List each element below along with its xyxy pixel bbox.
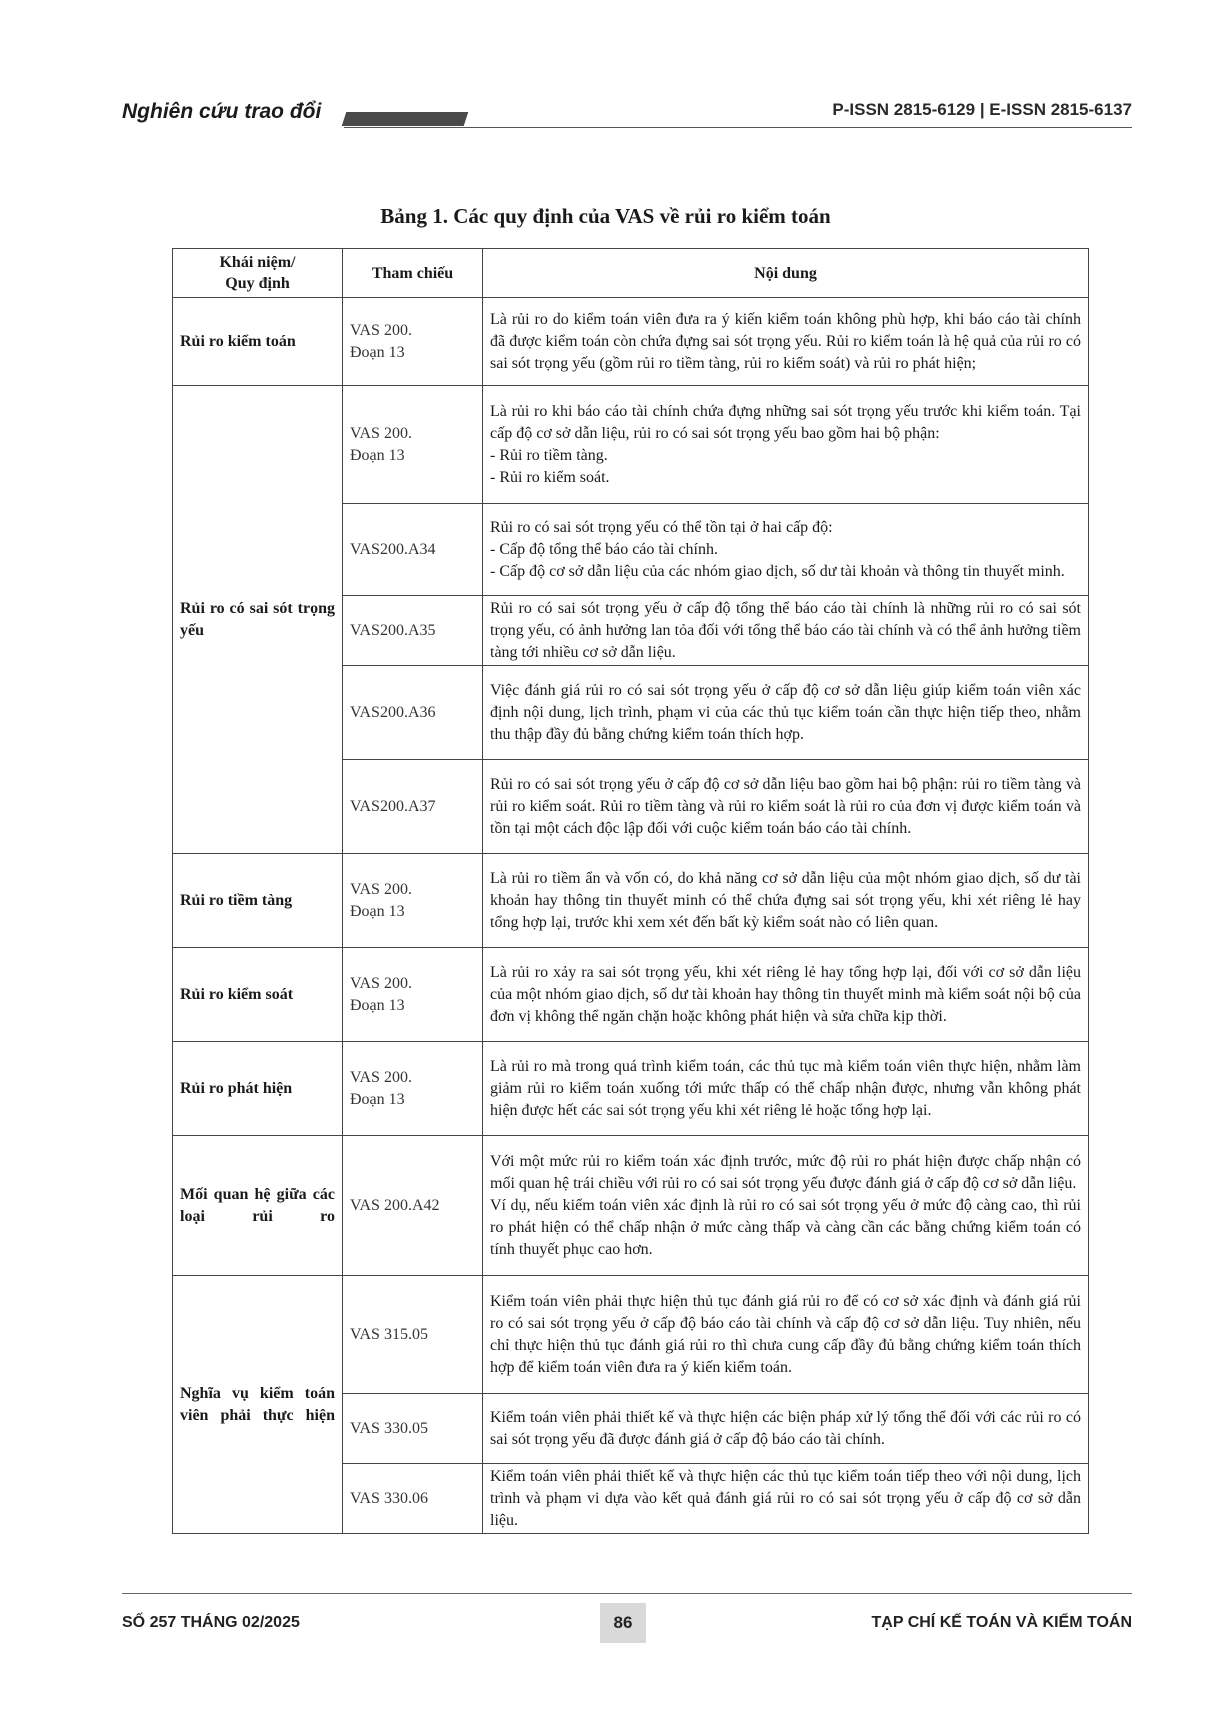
table-row [173,1276,1089,1394]
concept-cell: Rủi ro tiềm tàng [173,854,343,948]
reference-cell [343,1042,483,1136]
content-cell [483,386,1089,504]
page-header [122,100,1132,134]
reference-cell: VAS200.A34 [343,504,483,596]
table-row [173,1042,1089,1136]
reference-line: Đoạn 13 [350,343,405,361]
content-cell: Kiểm toán viên phải thực hiện thủ tục đánh giá rủi ro để có cơ sở xác định và đánh giá rủi ro có sai sót trọng yếu ở cấp độ báo cáo tài chính và cấp độ cơ sở dẫn liệu. Tuy nhiên, nếu chỉ thực hiện thủ tục đánh giá rủi ro thì chưa cung cấp đầy đủ bằng chứng kiểm toán thích hợp để kiểm toán viên đưa ra ý kiến kiểm toán. [483,1276,1089,1394]
reference-line: Đoạn 13 [350,1090,405,1108]
issn-label: P-ISSN 2815-6129 | E-ISSN 2815-6137 [832,100,1132,119]
reference-cell: VAS200.A35 [343,596,483,666]
header-concept-line2: Quy định [225,275,290,292]
reference-line: VAS 200. [350,424,412,442]
content-bullet: - Cấp độ tổng thể báo cáo tài chính. [490,540,718,558]
reference-cell: VAS200.A37 [343,760,483,854]
content-bullet: - Rủi ro kiểm soát. [490,468,610,486]
reference-cell: VAS 315.05 [343,1276,483,1394]
reference-cell [343,386,483,504]
table-row [173,948,1089,1042]
content-cell: Là rủi ro mà trong quá trình kiểm toán, các thủ tục mà kiểm toán viên thực hiện, nhằm làm giảm rủi ro kiểm toán xuống tới mức thấp có thể chấp nhận được, nhưng vẫn không phát hiện được hết các sai sót trọng yếu khi xét riêng lẻ hoặc tổng hợp lại. [483,1042,1089,1136]
content-text: Là rủi ro khi báo cáo tài chính chứa đựng những sai sót trọng yếu trước khi kiểm toán. Tại cấp độ cơ sở dẫn liệu, rủi ro có sai sót trọng yếu bao gồm hai bộ phận: [490,402,1081,442]
table-row [173,854,1089,948]
content-cell: Rủi ro có sai sót trọng yếu ở cấp độ cơ sở dẫn liệu bao gồm hai bộ phận: rủi ro tiềm tàng và rủi ro kiểm soát. Rủi ro tiềm tàng và rủi ro kiểm soát là rủi ro của đơn vị được kiểm toán và tồn tại một cách độc lập đối với cuộc kiểm toán báo cáo tài chính. [483,760,1089,854]
content-cell: Là rủi ro tiềm ẩn và vốn có, do khả năng cơ sở dẫn liệu của một nhóm giao dịch, số dư tài khoản hay thông tin thuyết minh có thể chứa đựng sai sót trọng yếu, khi xét riêng lẻ hay tổng hợp lại, trước khi xem xét đến bất kỳ kiểm soát nào có liên quan. [483,854,1089,948]
concept-cell: Nghĩa vụ kiểm toán viên phải thực hiện [173,1276,343,1534]
reference-cell: VAS 330.05 [343,1394,483,1464]
footer-rule [122,1593,1132,1594]
concept-cell: Rủi ro kiểm toán [173,298,343,386]
content-cell: Là rủi ro xảy ra sai sót trọng yếu, khi xét riêng lẻ hay tổng hợp lại, đối với cơ sở dẫn liệu của một nhóm giao dịch, số dư tài khoản hay thông tin thuyết minh mà kiểm soát nội bộ của đơn vị không thể ngăn chặn hoặc không phát hiện và sửa chữa kịp thời. [483,948,1089,1042]
reference-cell [343,948,483,1042]
content-paragraph: Ví dụ, nếu kiểm toán viên xác định là rủi ro có sai sót trọng yếu ở mức độ càng cao, thì rủi ro phát hiện có thể chấp nhận ở mức càng thấp và càng cần các bằng chứng kiểm toán có tính thuyết phục cao hơn. [490,1196,1081,1258]
section-label: Nghiên cứu trao đổi [122,100,322,123]
vas-audit-risk-table [172,248,1089,1534]
content-paragraph: Với một mức rủi ro kiểm toán xác định trước, mức độ rủi ro phát hiện được chấp nhận có mối quan hệ trái chiều với rủi ro có sai sót trọng yếu được đánh giá ở cấp độ cơ sở dẫn liệu. [490,1152,1081,1192]
reference-cell [343,854,483,948]
journal-name: TẠP CHÍ KẾ TOÁN VÀ KIỂM TOÁN [871,1614,1132,1631]
reference-line: Đoạn 13 [350,996,405,1014]
reference-line: VAS 200. [350,1068,412,1086]
table-row [173,386,1089,504]
header-concept [173,249,343,298]
reference-line: Đoạn 13 [350,902,405,920]
reference-cell: VAS 330.06 [343,1464,483,1534]
content-cell: Việc đánh giá rủi ro có sai sót trọng yếu ở cấp độ cơ sở dẫn liệu giúp kiểm toán viên xác định nội dung, lịch trình, phạm vi của các thủ tục kiểm toán cần thực hiện tiếp theo, nhằm thu thập đầy đủ bằng chứng kiểm toán thích hợp. [483,666,1089,760]
content-bullet: - Rủi ro tiềm tàng. [490,446,608,464]
content-cell: Kiểm toán viên phải thiết kế và thực hiện các biện pháp xử lý tổng thể đối với các rủi ro có sai sót trọng yếu đã được đánh giá ở cấp độ báo cáo tài chính. [483,1394,1089,1464]
header-concept-line1: Khái niệm/ [219,254,296,271]
concept-cell: Mối quan hệ giữa các loại rủi ro [173,1136,343,1276]
header-rule [344,127,1132,128]
content-cell: Rủi ro có sai sót trọng yếu ở cấp độ tổng thể báo cáo tài chính là những rủi ro có sai sót trọng yếu, có ảnh hưởng lan tỏa đối với tổng thể báo cáo tài chính và có thể ảnh hưởng tiềm tàng tới nhiều cơ sở dẫn liệu. [483,596,1089,666]
header-reference: Tham chiếu [343,249,483,298]
concept-cell: Rủi ro phát hiện [173,1042,343,1136]
reference-line: VAS 200. [350,974,412,992]
reference-cell: VAS 200.A42 [343,1136,483,1276]
reference-cell [343,298,483,386]
content-bullet: - Cấp độ cơ sở dẫn liệu của các nhóm giao dịch, số dư tài khoản và thông tin thuyết minh. [490,562,1065,580]
content-text: Rủi ro có sai sót trọng yếu có thể tồn tại ở hai cấp độ: [490,518,833,536]
header-content: Nội dung [483,249,1089,298]
table-row [173,1136,1089,1276]
issue-label: SỐ 257 THÁNG 02/2025 [122,1614,300,1631]
page-number: 86 [600,1603,646,1643]
table-row [173,298,1089,386]
reference-line: Đoạn 13 [350,446,405,464]
content-cell: Kiểm toán viên phải thiết kế và thực hiện các thủ tục kiểm toán tiếp theo với nội dung, lịch trình và phạm vi dựa vào kết quả đánh giá rủi ro có sai sót trọng yếu ở cấp độ cơ sở dẫn liệu. [483,1464,1089,1534]
reference-line: VAS 200. [350,321,412,339]
concept-cell: Rủi ro kiểm soát [173,948,343,1042]
content-cell: Là rủi ro do kiểm toán viên đưa ra ý kiến kiểm toán không phù hợp, khi báo cáo tài chính đã được kiểm toán còn chứa đựng sai sót trọng yếu. Rủi ro kiểm toán là hệ quả của rủi ro có sai sót trọng yếu (gồm rủi ro tiềm tàng, rủi ro kiểm soát) và rủi ro phát hiện; [483,298,1089,386]
content-cell [483,504,1089,596]
table-title: Bảng 1. Các quy định của VAS về rủi ro kiểm toán [380,204,831,228]
reference-line: VAS 200. [350,880,412,898]
content-cell [483,1136,1089,1276]
reference-cell: VAS200.A36 [343,666,483,760]
header-decorative-bar [342,112,469,126]
table-header-row [173,249,1089,298]
concept-cell: Rủi ro có sai sót trọng yếu [173,386,343,854]
